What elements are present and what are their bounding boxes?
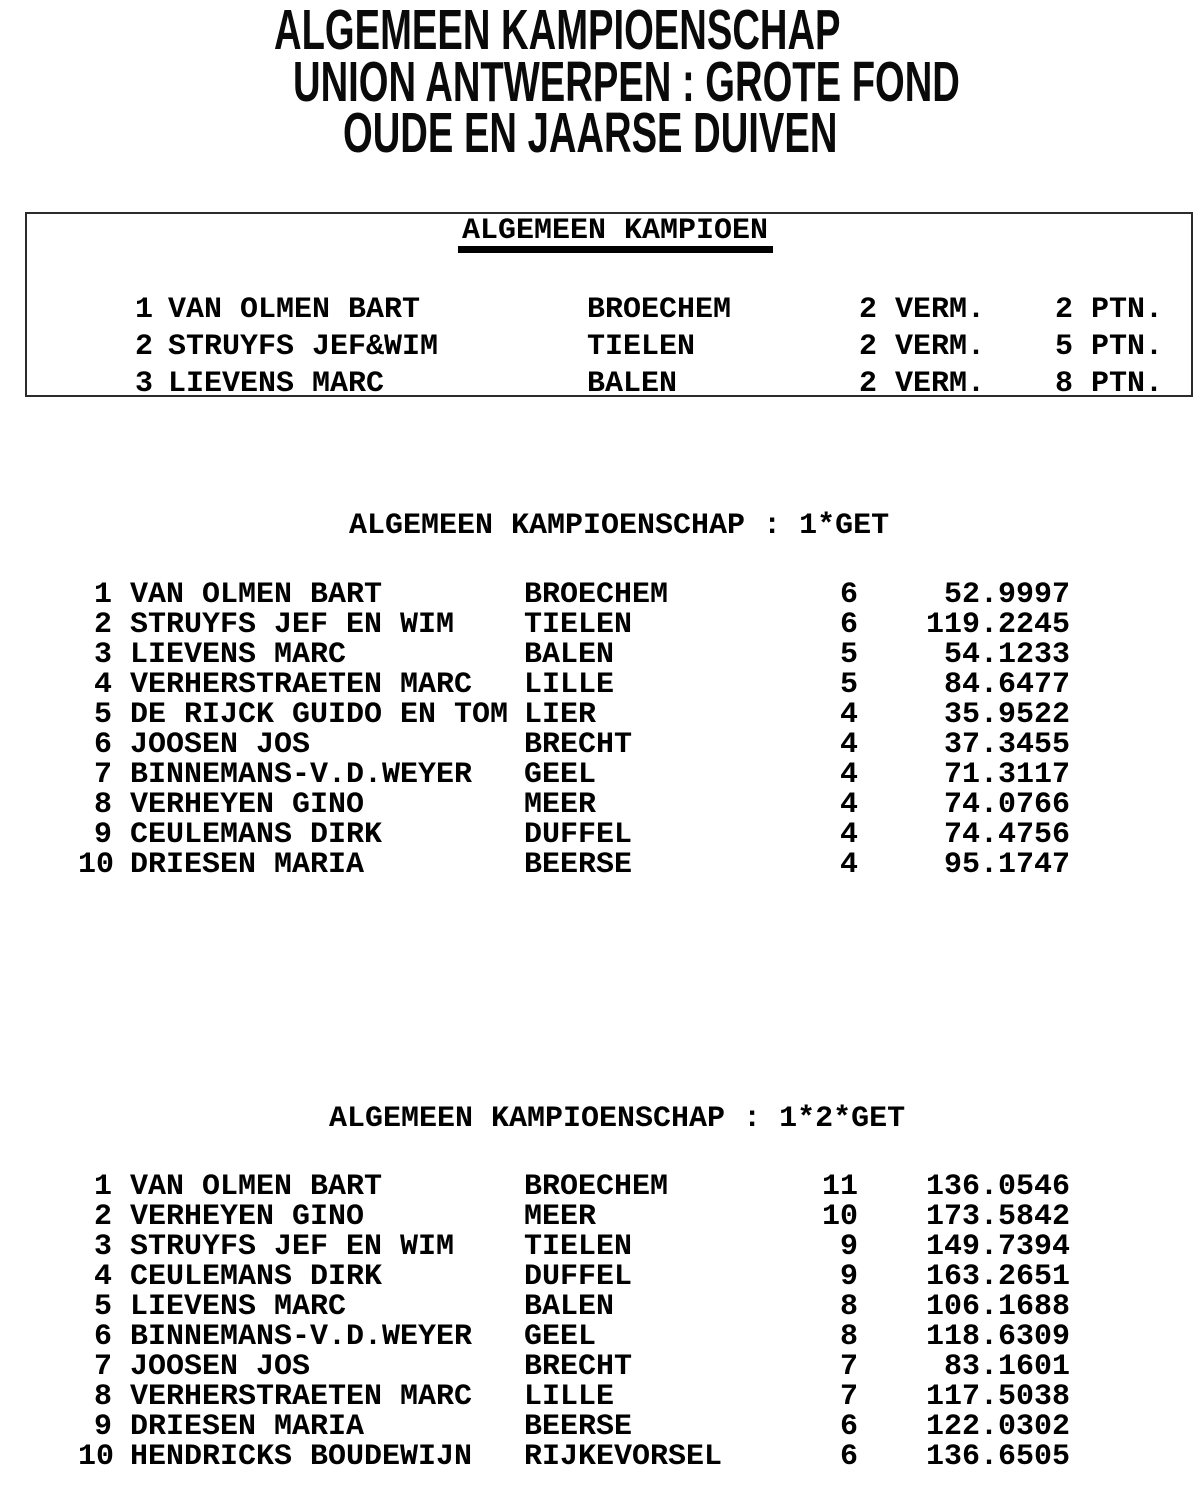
ranking-row xyxy=(78,1352,1070,1382)
section-12get-rows xyxy=(78,1172,1070,1472)
rank-cell: 2 xyxy=(93,608,112,642)
ranking-row xyxy=(78,850,1070,880)
count-cell: 8 xyxy=(839,1320,858,1354)
points-cell: 84.6477 xyxy=(943,668,1070,702)
verm-cell: 2 VERM. xyxy=(859,293,986,327)
champion-row xyxy=(135,366,1181,403)
points-cell: 83.1601 xyxy=(943,1350,1070,1384)
count-cell: 6 xyxy=(839,578,858,612)
points-cell: 136.6505 xyxy=(925,1440,1070,1474)
count-cell: 4 xyxy=(839,788,858,822)
ranking-row xyxy=(78,730,1070,760)
rank-cell: 5 xyxy=(93,1290,112,1324)
points-cell: 117.5038 xyxy=(925,1380,1070,1414)
count-cell: 6 xyxy=(839,1410,858,1444)
name-cell: JOOSEN JOS xyxy=(130,728,311,762)
count-cell: 4 xyxy=(839,728,858,762)
place-cell: BRECHT xyxy=(524,728,633,762)
page-title-line-1: ALGEMEEN KAMPIOENSCHAP xyxy=(274,0,841,62)
place-cell: BROECHEM xyxy=(524,578,669,612)
ranking-row xyxy=(78,1292,1070,1322)
place-cell: BALEN xyxy=(587,367,678,401)
place-cell: BEERSE xyxy=(524,848,633,882)
champion-box-heading: ALGEMEEN KAMPIOEN xyxy=(458,217,773,253)
name-cell: HENDRICKS BOUDEWIJN xyxy=(130,1440,473,1474)
points-cell: 118.6309 xyxy=(925,1320,1070,1354)
name-cell: BINNEMANS-V.D.WEYER xyxy=(130,758,473,792)
ptn-cell: 8 PTN. xyxy=(1055,367,1164,401)
place-cell: LILLE xyxy=(524,668,615,702)
place-cell: LILLE xyxy=(524,1380,615,1414)
place-cell: TIELEN xyxy=(524,1230,633,1264)
rank-cell: 7 xyxy=(93,758,112,792)
place-cell: GEEL xyxy=(524,758,597,792)
rank-cell: 4 xyxy=(93,668,112,702)
champion-row xyxy=(135,292,1181,329)
ranking-row xyxy=(78,580,1070,610)
name-cell: VERHEYEN GINO xyxy=(130,1200,365,1234)
points-cell: 74.0766 xyxy=(943,788,1070,822)
ranking-row xyxy=(78,820,1070,850)
rank-cell: 3 xyxy=(93,638,112,672)
place-cell: DUFFEL xyxy=(524,1260,633,1294)
name-cell: DRIESEN MARIA xyxy=(130,1410,365,1444)
rank-cell: 2 xyxy=(93,1200,112,1234)
place-cell: BALEN xyxy=(524,1290,615,1324)
place-cell: BRECHT xyxy=(524,1350,633,1384)
points-cell: 163.2651 xyxy=(925,1260,1070,1294)
name-cell: VERHERSTRAETEN MARC xyxy=(130,1380,473,1414)
count-cell: 5 xyxy=(839,638,858,672)
name-cell: VAN OLMEN BART xyxy=(130,578,383,612)
points-cell: 37.3455 xyxy=(943,728,1070,762)
rank-cell: 1 xyxy=(93,578,112,612)
name-cell: VERHERSTRAETEN MARC xyxy=(130,668,473,702)
place-cell: BALEN xyxy=(524,638,615,672)
place-cell: TIELEN xyxy=(587,330,696,364)
count-cell: 7 xyxy=(839,1350,858,1384)
rank-cell: 8 xyxy=(93,788,112,822)
count-cell: 5 xyxy=(839,668,858,702)
points-cell: 52.9997 xyxy=(943,578,1070,612)
ranking-row xyxy=(78,1202,1070,1232)
name-cell: VAN OLMEN BART xyxy=(168,293,421,327)
section-1get-heading: ALGEMEEN KAMPIOENSCHAP : 1*GET xyxy=(349,509,890,543)
page-title-line-3: OUDE EN JAARSE DUIVEN xyxy=(343,101,838,165)
name-cell: STRUYFS JEF EN WIM xyxy=(130,1230,455,1264)
name-cell: BINNEMANS-V.D.WEYER xyxy=(130,1320,473,1354)
rank-cell: 5 xyxy=(93,698,112,732)
name-cell: STRUYFS JEF&WIM xyxy=(168,330,439,364)
points-cell: 71.3117 xyxy=(943,758,1070,792)
verm-cell: 2 VERM. xyxy=(859,367,986,401)
count-cell: 4 xyxy=(839,698,858,732)
name-cell: DRIESEN MARIA xyxy=(130,848,365,882)
count-cell: 6 xyxy=(839,608,858,642)
place-cell: TIELEN xyxy=(524,608,633,642)
rank-cell: 6 xyxy=(93,728,112,762)
rank-cell: 10 xyxy=(78,848,115,882)
rank-cell: 3 xyxy=(135,367,154,401)
ranking-row xyxy=(78,760,1070,790)
rank-cell: 2 xyxy=(135,330,154,364)
section-1get-rows xyxy=(78,580,1070,880)
name-cell: LIEVENS MARC xyxy=(130,638,347,672)
count-cell: 9 xyxy=(839,1260,858,1294)
place-cell: BROECHEM xyxy=(524,1170,669,1204)
page-title-line-2: UNION ANTWERPEN : GROTE FOND xyxy=(293,50,960,114)
ranking-row xyxy=(78,1232,1070,1262)
ranking-row xyxy=(78,1262,1070,1292)
section-12get-heading: ALGEMEEN KAMPIOENSCHAP : 1*2*GET xyxy=(329,1102,906,1136)
count-cell: 4 xyxy=(839,848,858,882)
points-cell: 95.1747 xyxy=(943,848,1070,882)
count-cell: 7 xyxy=(839,1380,858,1414)
name-cell: STRUYFS JEF EN WIM xyxy=(130,608,455,642)
name-cell: CEULEMANS DIRK xyxy=(130,1260,383,1294)
ranking-row xyxy=(78,1382,1070,1412)
place-cell: LIER xyxy=(524,698,597,732)
ranking-row xyxy=(78,1322,1070,1352)
ranking-row xyxy=(78,790,1070,820)
points-cell: 173.5842 xyxy=(925,1200,1070,1234)
rank-cell: 9 xyxy=(93,1410,112,1444)
champion-box-rows xyxy=(135,292,1181,403)
points-cell: 149.7394 xyxy=(925,1230,1070,1264)
name-cell: DE RIJCK GUIDO EN TOM xyxy=(130,698,509,732)
ranking-row xyxy=(78,640,1070,670)
count-cell: 4 xyxy=(839,818,858,852)
count-cell: 8 xyxy=(839,1290,858,1324)
name-cell: LIEVENS MARC xyxy=(168,367,385,401)
count-cell: 6 xyxy=(839,1440,858,1474)
ranking-row xyxy=(78,610,1070,640)
points-cell: 136.0546 xyxy=(925,1170,1070,1204)
place-cell: GEEL xyxy=(524,1320,597,1354)
ranking-row xyxy=(78,700,1070,730)
points-cell: 122.0302 xyxy=(925,1410,1070,1444)
place-cell: MEER xyxy=(524,1200,597,1234)
place-cell: BROECHEM xyxy=(587,293,732,327)
rank-cell: 1 xyxy=(93,1170,112,1204)
name-cell: JOOSEN JOS xyxy=(130,1350,311,1384)
rank-cell: 8 xyxy=(93,1380,112,1414)
rank-cell: 4 xyxy=(93,1260,112,1294)
points-cell: 106.1688 xyxy=(925,1290,1070,1324)
place-cell: MEER xyxy=(524,788,597,822)
rank-cell: 7 xyxy=(93,1350,112,1384)
rank-cell: 9 xyxy=(93,818,112,852)
ranking-row xyxy=(78,1172,1070,1202)
name-cell: VAN OLMEN BART xyxy=(130,1170,383,1204)
rank-cell: 10 xyxy=(78,1440,115,1474)
points-cell: 119.2245 xyxy=(925,608,1070,642)
place-cell: RIJKEVORSEL xyxy=(524,1440,723,1474)
champion-row xyxy=(135,329,1181,366)
champion-box xyxy=(25,212,1193,401)
ranking-row xyxy=(78,1442,1070,1472)
ptn-cell: 5 PTN. xyxy=(1055,330,1164,364)
points-cell: 54.1233 xyxy=(943,638,1070,672)
name-cell: VERHEYEN GINO xyxy=(130,788,365,822)
verm-cell: 2 VERM. xyxy=(859,330,986,364)
count-cell: 4 xyxy=(839,758,858,792)
points-cell: 35.9522 xyxy=(943,698,1070,732)
count-cell: 10 xyxy=(821,1200,858,1234)
ranking-row xyxy=(78,670,1070,700)
count-cell: 11 xyxy=(821,1170,858,1204)
name-cell: LIEVENS MARC xyxy=(130,1290,347,1324)
name-cell: CEULEMANS DIRK xyxy=(130,818,383,852)
ranking-row xyxy=(78,1412,1070,1442)
rank-cell: 3 xyxy=(93,1230,112,1264)
place-cell: DUFFEL xyxy=(524,818,633,852)
rank-cell: 1 xyxy=(135,293,154,327)
ptn-cell: 2 PTN. xyxy=(1055,293,1164,327)
count-cell: 9 xyxy=(839,1230,858,1264)
points-cell: 74.4756 xyxy=(943,818,1070,852)
rank-cell: 6 xyxy=(93,1320,112,1354)
place-cell: BEERSE xyxy=(524,1410,633,1444)
